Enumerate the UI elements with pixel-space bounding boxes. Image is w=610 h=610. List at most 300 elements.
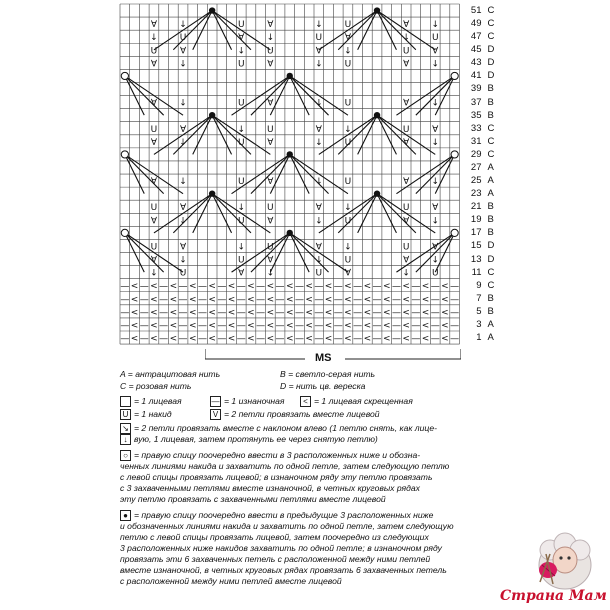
row-label <box>464 228 494 238</box>
row-color-letter: A <box>487 318 494 330</box>
ssk-symbol: ↓ <box>431 98 440 109</box>
row-color-letter: D <box>487 253 495 265</box>
ssk-symbol: ↓ <box>150 33 158 44</box>
row-label <box>464 111 494 121</box>
yarnover-symbol: U <box>315 33 323 44</box>
row-color-letter: B <box>487 227 494 239</box>
yarnover-symbol: U <box>237 255 245 266</box>
gathered-circle-symbol <box>451 72 458 79</box>
row-label <box>464 58 495 68</box>
filled-dot-icon: ● <box>120 510 131 521</box>
yarnover-symbol: U <box>150 203 158 214</box>
yarnover-symbol: U <box>237 137 245 148</box>
twisted-knit-symbol: < <box>188 307 197 318</box>
legend-yarnover-text: = 1 накид <box>134 409 172 419</box>
row-number: 17 <box>470 227 482 239</box>
gathered-dot-symbol <box>209 7 215 13</box>
row-color-letter: C <box>487 122 495 134</box>
purl-symbol: — <box>236 320 246 331</box>
k2tog-symbol: ∀ <box>267 59 274 70</box>
row-color-letter: A <box>487 175 494 187</box>
row-color-letter: B <box>487 305 494 317</box>
row-color-letter: B <box>487 96 494 108</box>
legend-color-c: C = розовая нить <box>120 381 192 391</box>
twisted-knit-symbol: < <box>208 281 216 292</box>
purl-symbol: — <box>236 281 246 292</box>
purl-symbol: — <box>256 334 266 345</box>
yarnover-symbol: U <box>237 59 245 70</box>
twisted-knit-symbol: < <box>382 307 391 318</box>
row-label <box>464 45 495 55</box>
k2tog-symbol: ∀ <box>179 242 187 253</box>
purl-symbol: — <box>217 294 227 305</box>
ssk-symbol: ↓ <box>237 203 246 214</box>
row-number: 37 <box>470 96 482 108</box>
row-number: 15 <box>470 240 482 252</box>
yarnover-symbol: U <box>150 124 158 135</box>
twisted-knit-symbol: < <box>363 320 372 331</box>
yarnover-symbol: U <box>237 216 245 227</box>
yarnover-symbol: U <box>267 124 274 135</box>
yarnover-symbol: U <box>344 216 352 227</box>
twisted-knit-symbol: < <box>441 334 449 345</box>
row-label <box>464 189 494 199</box>
twisted-knit-symbol: < <box>188 334 197 345</box>
legend-ssk <box>120 423 437 434</box>
purl-symbol: — <box>178 281 188 292</box>
twisted-knit-symbol: < <box>305 294 313 305</box>
twisted-knit-symbol: < <box>247 320 255 331</box>
twisted-knit-symbol: < <box>344 334 352 345</box>
twisted-knit-symbol: < <box>285 281 294 292</box>
purl-symbol: — <box>236 307 246 318</box>
legend-circle-line5: эту петлю провязать с захваченными петлями вместе лицевой <box>120 494 386 504</box>
purl-symbol: — <box>159 307 169 318</box>
purl-symbol: — <box>217 307 227 318</box>
twisted-knit-symbol: < <box>305 334 313 345</box>
twisted-knit-symbol: < <box>324 334 333 345</box>
ssk-symbol: ↓ <box>315 255 323 266</box>
purl-symbol: — <box>139 294 149 305</box>
row-number: 19 <box>470 214 482 226</box>
purl-symbol: — <box>391 334 401 345</box>
ssk-symbol: ↓ <box>179 20 187 31</box>
row-color-letter: D <box>487 240 495 252</box>
row-label <box>464 333 494 343</box>
purl-symbol: — <box>430 294 440 305</box>
k2tog-symbol: ∀ <box>150 177 158 188</box>
purl-symbol: — <box>120 307 130 318</box>
purl-symbol: — <box>294 334 304 345</box>
row-label <box>464 71 495 81</box>
twisted-knit-symbol: < <box>382 294 391 305</box>
gathered-circle-symbol <box>451 229 458 236</box>
ssk-symbol: ↓ <box>431 216 440 227</box>
twisted-knit-symbol: < <box>169 320 178 331</box>
ssk-symbol: ↓ <box>431 20 440 31</box>
k2tog-symbol: ∀ <box>150 216 158 227</box>
legend-circle-line3: с левой спицы провязать лицевой; в изнаночном ряду эту петлю провязать <box>120 472 433 482</box>
purl-symbol: — <box>314 307 324 318</box>
ssk-symbol: ↓ <box>402 33 410 44</box>
k2tog-symbol: ∀ <box>432 242 439 253</box>
ssk-symbol: ↓ <box>431 59 440 70</box>
purl-symbol: — <box>314 320 324 331</box>
purl-symbol: — <box>353 320 363 331</box>
knit-icon <box>120 396 131 407</box>
twisted-knit-symbol: < <box>150 281 158 292</box>
purl-symbol: — <box>353 294 363 305</box>
row-number: 1 <box>476 332 482 343</box>
legend-circle-line4: с 3 захваченными петлями вместе изнаночной, в четных круговых рядах <box>120 483 420 493</box>
purl-symbol: — <box>353 307 363 318</box>
purl-symbol: — <box>197 281 207 292</box>
k2tog-symbol: ∀ <box>344 33 352 44</box>
gathered-dot-symbol <box>287 230 293 236</box>
purl-symbol: — <box>139 320 149 331</box>
twisted-knit-symbol: < <box>169 281 178 292</box>
row-color-letter: D <box>487 57 495 69</box>
purl-symbol: — <box>333 334 343 345</box>
purl-symbol: — <box>139 334 149 345</box>
twisted-knit-symbol: < <box>227 281 236 292</box>
purl-symbol: — <box>294 307 304 318</box>
row-label <box>464 281 495 291</box>
row-label <box>464 137 495 147</box>
purl-symbol: — <box>197 294 207 305</box>
row-number: 33 <box>470 122 482 134</box>
row-number: 41 <box>470 70 482 82</box>
k2tog-symbol: ∀ <box>403 255 410 266</box>
yarnover-symbol: U <box>315 268 323 279</box>
gathered-dot-symbol <box>374 7 380 13</box>
ssk-down-arrow-icon: ↓ <box>120 434 131 445</box>
legend-twisted <box>300 396 413 407</box>
row-label <box>464 84 494 94</box>
purl-symbol: — <box>159 334 169 345</box>
twisted-knit-symbol: < <box>324 307 333 318</box>
purl-symbol: — <box>430 334 440 345</box>
purl-symbol: — <box>178 307 188 318</box>
twisted-knit-symbol: < <box>227 294 236 305</box>
purl-symbol: — <box>333 307 343 318</box>
twisted-knit-symbol: < <box>169 294 178 305</box>
row-number: 21 <box>470 201 482 213</box>
twisted-knit-symbol: < <box>247 294 255 305</box>
row-color-letter: B <box>487 292 494 304</box>
twisted-knit-symbol: < <box>285 307 294 318</box>
purl-symbol: — <box>139 307 149 318</box>
gathered-circle-symbol <box>121 72 128 79</box>
ssk-symbol: ↓ <box>315 98 323 109</box>
brand-name: Страна Мам <box>500 588 607 604</box>
twisted-knit-symbol: < <box>421 294 430 305</box>
twisted-knit-symbol: < <box>266 334 275 345</box>
twisted-knit-symbol: < <box>266 320 275 331</box>
purl-symbol: — <box>450 334 460 345</box>
row-number: 39 <box>470 83 482 95</box>
twisted-knit-symbol: < <box>421 320 430 331</box>
legend-dot-line5: провязать эти 6 захваченных петель с расположенной между ними петлей <box>120 554 431 564</box>
yarnover-symbol: U <box>237 177 245 188</box>
legend-circle-line2: ченных линиями накида и захватить по одной петле, затем следующую петлю <box>120 461 450 471</box>
ssk-symbol: ↓ <box>150 268 158 279</box>
k2tog-symbol: ∀ <box>150 59 158 70</box>
twisted-knit-symbol: < <box>169 334 178 345</box>
purl-symbol: — <box>159 294 169 305</box>
legend-dot-line3: петлю с левой спицы провязать лицевой, затем поочередно из следующих <box>120 532 429 542</box>
ssk-symbol: ↓ <box>237 46 246 57</box>
purl-symbol: — <box>275 307 285 318</box>
row-color-letter: C <box>487 5 495 16</box>
twisted-knit-symbol: < <box>130 281 139 292</box>
yarnover-symbol: U <box>267 242 274 253</box>
twisted-knit-symbol: < <box>402 320 410 331</box>
ssk-symbol: ↓ <box>266 268 275 279</box>
purl-symbol: — <box>411 307 421 318</box>
row-number: 11 <box>471 266 482 278</box>
ssk-symbol: ↓ <box>179 255 187 266</box>
row-label <box>464 202 494 212</box>
legend-k2tog-text: = 2 петли провязать вместе лицевой <box>224 409 380 419</box>
purl-symbol: — <box>333 281 343 292</box>
gathered-dot-symbol <box>374 112 380 118</box>
ssk-symbol: ↓ <box>431 255 440 266</box>
twisted-knit-symbol: < <box>266 294 275 305</box>
twisted-knit-symbol: < <box>441 281 449 292</box>
k2tog-symbol: ∀ <box>403 59 410 70</box>
k2tog-symbol: ∀ <box>315 124 322 135</box>
twisted-knit-symbol: < <box>150 320 158 331</box>
k2tog-symbol: ∀ <box>315 46 322 57</box>
twisted-knit-symbol: < <box>363 294 372 305</box>
ssk-symbol: ↓ <box>315 59 323 70</box>
purl-symbol: — <box>120 294 130 305</box>
yarnover-symbol: U <box>267 46 274 57</box>
purl-symbol: — <box>372 307 382 318</box>
purl-symbol: — <box>120 334 130 345</box>
twisted-knit-symbol: < <box>305 320 313 331</box>
k2tog-symbol: ∀ <box>403 216 410 227</box>
purl-symbol: — <box>430 307 440 318</box>
row-label <box>464 32 495 42</box>
k2tog-symbol: ∀ <box>432 46 439 57</box>
twisted-knit-symbol: < <box>324 294 333 305</box>
row-label <box>464 176 494 186</box>
yarnover-symbol: U <box>402 242 410 253</box>
twisted-knit-symbol: < <box>266 307 275 318</box>
legend-ssk-line2: вую, 1 лицевая, затем протянуть ее через снятую петлю) <box>134 434 378 444</box>
row-number: 51 <box>470 5 482 16</box>
purl-symbol: — <box>197 334 207 345</box>
purl-symbol: — <box>217 320 227 331</box>
ms-repeat-bracket <box>205 349 461 367</box>
legend-purl-text: = 1 изнаночная <box>224 396 285 406</box>
legend-dot-line1: = правую спицу поочередно ввести в предыдущие 3 расположенных ниже <box>134 510 434 520</box>
legend-k2tog <box>210 409 380 420</box>
purl-symbol: — <box>217 334 227 345</box>
row-label <box>464 268 495 278</box>
k2tog-symbol: ∀ <box>179 46 187 57</box>
purl-symbol: — <box>294 320 304 331</box>
row-color-letter: D <box>487 44 495 56</box>
row-label <box>464 255 495 265</box>
row-label <box>464 241 495 251</box>
purl-symbol: — <box>159 281 169 292</box>
purl-symbol: — <box>372 294 382 305</box>
row-number: 13 <box>470 253 482 265</box>
purl-symbol: — <box>275 334 285 345</box>
twisted-knit-symbol: < <box>150 334 158 345</box>
legend-knit-text: = 1 лицевая <box>134 396 182 406</box>
purl-icon: — <box>211 397 220 407</box>
twisted-knit-symbol: < <box>227 334 236 345</box>
row-number: 3 <box>476 318 482 330</box>
twisted-knit-symbol: < <box>188 281 197 292</box>
purl-symbol: — <box>256 320 266 331</box>
ssk-symbol: ↓ <box>315 177 323 188</box>
yarnover-symbol: U <box>431 33 439 44</box>
purl-symbol: — <box>391 320 401 331</box>
row-number: 29 <box>470 148 482 160</box>
yarnover-symbol: U <box>179 33 187 44</box>
legend-color-d: D = нить цв. вереска <box>280 381 366 391</box>
legend-ssk-cont <box>120 434 378 445</box>
k2tog-symbol: ∀ <box>267 216 274 227</box>
ssk-symbol: ↓ <box>315 216 323 227</box>
twisted-knit-symbol: < <box>285 294 294 305</box>
ssk-symbol: ↓ <box>431 137 440 148</box>
ssk-symbol: ↓ <box>179 177 187 188</box>
purl-symbol: — <box>236 294 246 305</box>
purl-symbol: — <box>217 281 227 292</box>
row-color-letter: C <box>487 135 495 147</box>
twisted-knit-symbol: < <box>441 307 449 318</box>
twisted-knit-symbol: < <box>208 320 216 331</box>
twisted-knit-symbol: < <box>150 307 158 318</box>
twisted-knit-symbol: < <box>266 281 275 292</box>
gathered-dot-symbol <box>209 112 215 118</box>
k2tog-symbol: ∀ <box>150 20 158 31</box>
k2tog-symbol: ∀ <box>150 98 158 109</box>
yarnover-symbol: U <box>267 203 274 214</box>
twisted-knit-symbol: < <box>247 281 255 292</box>
purl-symbol: — <box>450 281 460 292</box>
twisted-knit-symbol: < <box>344 281 352 292</box>
open-circle-icon: ○ <box>120 450 131 461</box>
twisted-knit-symbol: < <box>285 334 294 345</box>
yarnover-symbol: U <box>402 124 410 135</box>
yarnover-symbol: U <box>237 20 245 31</box>
purl-symbol: — <box>450 307 460 318</box>
ssk-symbol: ↓ <box>315 137 323 148</box>
row-color-letter: C <box>487 266 495 278</box>
k2tog-symbol: ∀ <box>267 255 274 266</box>
row-color-letter: D <box>487 70 495 82</box>
k2tog-icon: V <box>210 409 221 420</box>
row-number: 9 <box>476 279 482 291</box>
yarnover-symbol: U <box>402 46 410 57</box>
row-color-letter: C <box>487 148 495 160</box>
gathered-dot-symbol <box>287 73 293 79</box>
twisted-knit-symbol: < <box>421 307 430 318</box>
purl-symbol: — <box>256 294 266 305</box>
yarnover-symbol: U <box>150 242 158 253</box>
legend-dot-line7: с расположенной между ними петлей вместе лицевой <box>120 576 342 586</box>
ssk-symbol: ↓ <box>344 46 352 57</box>
row-label <box>464 6 495 16</box>
k2tog-symbol: ∀ <box>267 20 274 31</box>
purl-symbol: — <box>430 320 440 331</box>
twisted-knit-symbol: < <box>363 281 372 292</box>
k2tog-symbol: ∀ <box>403 98 410 109</box>
purl-symbol: — <box>391 307 401 318</box>
twisted-knit-symbol: < <box>441 320 449 331</box>
twisted-knit-symbol: < <box>421 334 430 345</box>
gathered-circle-symbol <box>121 151 128 158</box>
yarnover-symbol: U <box>150 46 158 57</box>
row-color-letter: B <box>487 214 494 226</box>
legend-knit <box>120 396 182 407</box>
row-number: 23 <box>470 188 482 200</box>
ms-bracket-lines <box>205 349 461 367</box>
k2tog-symbol: ∀ <box>403 177 410 188</box>
purl-symbol: — <box>178 320 188 331</box>
purl-symbol: — <box>178 334 188 345</box>
twisted-knit-symbol: < <box>402 307 410 318</box>
yarnover-symbol: U <box>344 137 352 148</box>
row-label <box>464 294 494 304</box>
purl-symbol: — <box>333 320 343 331</box>
k2tog-symbol: ∀ <box>267 137 274 148</box>
k2tog-symbol: ∀ <box>315 242 322 253</box>
twisted-knit-symbol: < <box>363 307 372 318</box>
legend-dot-line4: 3 расположенных ниже накидов захватить по одной петле; в изнаночном ряду <box>120 543 442 553</box>
gathered-circle-symbol <box>121 229 128 236</box>
k2tog-symbol: ∀ <box>150 137 158 148</box>
twisted-knit-symbol: < <box>130 320 139 331</box>
purl-symbol: — <box>353 334 363 345</box>
legend-circle-line1: = правую спицу поочередно ввести в 3 расположенных ниже и обозна- <box>134 450 421 460</box>
purl-symbol: — <box>372 334 382 345</box>
twisted-knit-symbol: < <box>363 334 372 345</box>
gathered-dot-symbol <box>209 190 215 196</box>
purl-symbol: — <box>197 320 207 331</box>
row-label <box>464 124 495 134</box>
twisted-knit-symbol: < <box>150 294 158 305</box>
k2tog-symbol: ∀ <box>238 268 245 279</box>
k2tog-symbol: ∀ <box>267 98 274 109</box>
twisted-knit-symbol: < <box>402 334 410 345</box>
twisted-knit-symbol: < <box>130 294 139 305</box>
purl-symbol: — <box>159 320 169 331</box>
twisted-knit-symbol: < <box>208 334 216 345</box>
k2tog-symbol: ∀ <box>432 203 439 214</box>
legend-color-b: B = светло-серая нить <box>280 369 376 379</box>
row-color-letter: A <box>487 332 494 343</box>
twisted-knit-icon: < <box>300 396 311 407</box>
k2tog-symbol: ∀ <box>432 124 439 135</box>
k2tog-symbol: ∀ <box>403 20 410 31</box>
purl-symbol: — <box>275 294 285 305</box>
row-label <box>464 307 494 317</box>
purl-symbol: — <box>178 294 188 305</box>
row-color-letter: A <box>487 188 494 200</box>
ssk-symbol: ↓ <box>402 268 410 279</box>
twisted-knit-symbol: < <box>247 334 255 345</box>
yarnover-symbol: U <box>179 268 187 279</box>
ssk-symbol: ↓ <box>266 33 275 44</box>
